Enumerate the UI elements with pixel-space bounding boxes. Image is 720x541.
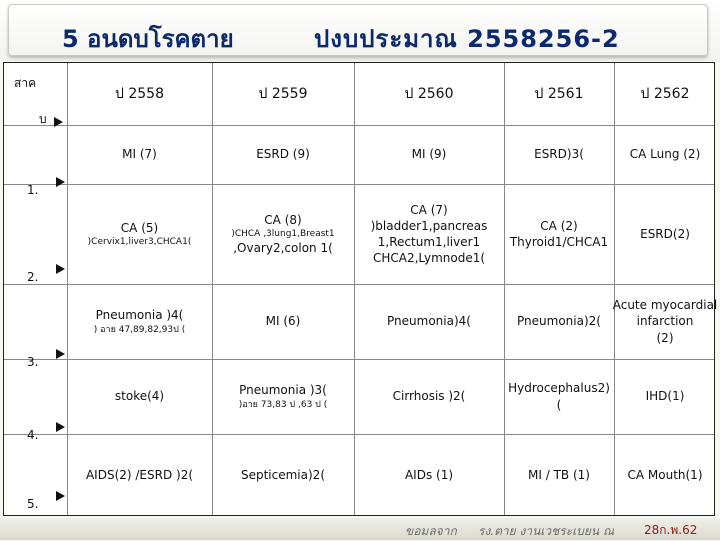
table-cell: [504, 284, 614, 359]
row-arrow-icon: [56, 177, 65, 187]
column-header: ป 2558: [115, 85, 164, 102]
cell-text-line: CA (8): [264, 212, 302, 227]
cell-text-line: CA (2): [540, 218, 578, 233]
column-header: ป 2559: [258, 85, 308, 102]
table-cell: [614, 184, 716, 284]
cell-text-line: Pneumonia )3(: [239, 383, 327, 398]
table-cell: [212, 184, 354, 284]
cell-text-line: Pneumonia )4(: [95, 308, 184, 323]
footer-source: ขอมลจาก: [405, 524, 457, 538]
cell-text-line: )bladder1,pancreas: [370, 218, 488, 233]
cell-text-line: Pneumonia)4(: [387, 314, 471, 329]
table-cell: [354, 184, 504, 284]
row-rank-label: 2.: [27, 270, 39, 284]
table-cell: [67, 284, 212, 359]
cell-text-line: stoke(4): [114, 389, 165, 404]
table-cell: [354, 125, 504, 184]
cell-text-line: CHCA2,Lymnode1(: [372, 251, 486, 266]
table-cell: [67, 359, 212, 434]
cell-text-line: Septicemia)2(: [240, 468, 325, 483]
corner-label-top: สาค: [14, 76, 37, 90]
row-arrow-icon: [56, 264, 65, 274]
row-rank-label: 1.: [27, 183, 39, 197]
column-header: ป 2561: [534, 85, 584, 102]
table-cell: [67, 125, 212, 184]
cell-text-line: ESRD (9): [256, 147, 310, 162]
header-arrow-icon: [54, 117, 63, 127]
table-cell: [354, 284, 504, 359]
table-cell: [614, 284, 716, 359]
fiscal-year-title: ปงบประมาณ 2558256-2: [314, 25, 620, 53]
cell-text-line: 1,Rectum1,liver1: [377, 235, 481, 249]
footer-date: 28ก.พ.62: [644, 523, 698, 537]
cell-text-line: ) อาย 47,89,82,93ป (: [93, 324, 186, 335]
cell-text-line: MI (6): [265, 314, 301, 329]
cell-text-line: ,Ovary2,colon 1(: [233, 241, 333, 256]
table-cell: [354, 359, 504, 434]
cell-text-line: CA (7): [410, 202, 448, 217]
cell-text-line: Acute myocardial: [612, 298, 718, 313]
cell-text-line: Thyroid1/CHCA1: [509, 235, 609, 249]
row-rank-label: 4.: [27, 428, 39, 442]
row-rank-label: 5.: [27, 497, 39, 511]
table-cell: [504, 359, 614, 434]
cell-text-line: )Cervix1,liver3,CHCA1(: [87, 237, 192, 248]
cell-text-line: Pneumonia)2(: [517, 314, 601, 329]
table-cell: [212, 284, 354, 359]
table-cell: [614, 434, 716, 517]
table-cell: [504, 184, 614, 284]
slide-title: 5 อนดบโรคตาย: [62, 25, 234, 53]
cell-text-line: MI (9): [411, 147, 447, 162]
table-cell: [614, 359, 716, 434]
cell-text-line: (2): [656, 330, 674, 345]
table-cell: [67, 184, 212, 284]
column-header: ป 2562: [640, 85, 690, 102]
table-cell: [354, 434, 504, 517]
cell-text-line: Cirrhosis )2(: [392, 389, 466, 404]
table-cell: [504, 434, 614, 517]
cell-text-line: )CHCA ,3lung1,Breast1: [231, 228, 335, 239]
cell-text-line: ESRD(2): [640, 226, 690, 241]
column-header: ป 2560: [404, 85, 454, 102]
cell-text-line: IHD(1): [645, 389, 685, 404]
cell-text-line: ESRD)3(: [534, 147, 584, 162]
cell-text-line: Hydrocephalus2): [508, 381, 610, 396]
cell-text-line: CA Mouth(1): [627, 468, 703, 483]
table-cell: [212, 125, 354, 184]
footer-credit: รง.ตาย งานเวชระเบยน ณ: [478, 524, 615, 538]
row-arrow-icon: [56, 349, 65, 359]
table-cell: [212, 359, 354, 434]
corner-label-bottom: บ: [39, 112, 47, 126]
cell-text-line: MI (7): [122, 147, 157, 162]
cell-text-line: MI / TB (1): [528, 468, 590, 483]
table-cell: [614, 125, 716, 184]
cell-text-line: (: [556, 397, 562, 412]
cell-text-line: CA Lung (2): [629, 147, 701, 162]
row-arrow-icon: [56, 422, 65, 432]
table-cell: [67, 434, 212, 517]
cell-text-line: AIDS(2) /ESRD )2(: [85, 468, 194, 483]
table-cell: [504, 125, 614, 184]
cell-text-line: )อาย 73,83 ป ,63 ป (: [238, 399, 328, 410]
row-arrow-icon: [56, 491, 65, 501]
table-cell: [212, 434, 354, 517]
cell-text-line: CA (5): [120, 220, 159, 235]
mortality-table: [3, 62, 718, 516]
cell-text-line: infarction: [636, 314, 694, 329]
row-rank-label: 3.: [27, 355, 39, 369]
cell-text-line: AIDs (1): [404, 468, 454, 483]
